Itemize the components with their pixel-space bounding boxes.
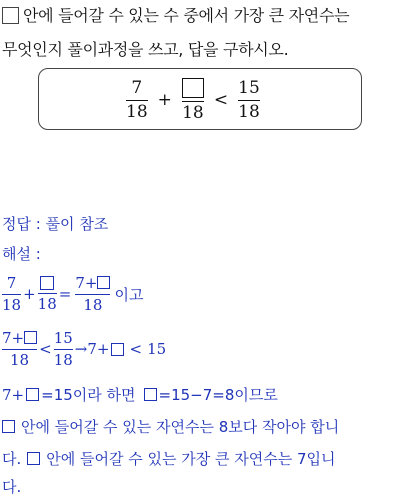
- step-text: =15이라 하면: [41, 386, 136, 404]
- fraction-rhs: [238, 79, 260, 121]
- fraction-denominator: 18: [10, 350, 30, 369]
- arrow-text: →7+: [74, 340, 110, 358]
- fraction-numerator: [2, 330, 37, 347]
- fraction-numerator: 7: [131, 78, 143, 99]
- answer-label: 정답 : 풀이 참조: [2, 215, 109, 233]
- fraction-bar: [54, 349, 73, 350]
- step-text: 다.: [2, 450, 22, 468]
- fraction-box: [182, 78, 204, 123]
- step-value: 15: [147, 340, 167, 358]
- fraction-bar: [2, 349, 37, 350]
- fraction-denominator: 18: [238, 101, 260, 122]
- numerator-text: 7+: [75, 274, 98, 292]
- solution-step-3: [2, 384, 278, 405]
- blank-box-icon: [2, 420, 15, 433]
- plus-sign: +: [157, 90, 172, 111]
- blank-box-icon: [40, 276, 54, 290]
- fraction-bar: [2, 294, 21, 295]
- less-than-sign: <: [39, 340, 52, 358]
- fraction-denominator: 18: [182, 103, 204, 123]
- question-line-1: [2, 3, 349, 26]
- solution-step-6: 다.: [2, 478, 22, 496]
- fraction-denominator: 18: [2, 295, 22, 314]
- step-text: 안에 들어갈 수 있는 자연수는 8보다 작아야 합니: [21, 418, 340, 436]
- inequality: [126, 78, 260, 123]
- blank-box-icon: [111, 343, 124, 356]
- fraction-numerator: [75, 275, 110, 292]
- fraction-lhs: [126, 79, 148, 121]
- fraction-denominator: 18: [83, 295, 103, 314]
- fraction: [75, 275, 110, 313]
- fraction-denominator: 18: [126, 101, 148, 122]
- equals-sign: =: [58, 285, 72, 303]
- fraction-numerator: 7: [6, 274, 17, 292]
- blank-box-icon: [24, 331, 37, 344]
- fraction: [38, 276, 57, 313]
- solution-step-4: [2, 416, 339, 437]
- step-text: =15−7=8이므로: [158, 386, 278, 404]
- fraction-bar: [238, 100, 260, 101]
- blank-box-icon: [144, 388, 157, 401]
- fraction-bar: [38, 293, 57, 294]
- blank-box-icon: [27, 452, 40, 465]
- question-line-2: [2, 37, 288, 60]
- solution-step-2: [2, 330, 166, 368]
- less-than-sign: <: [129, 340, 143, 358]
- fraction-denominator: 18: [53, 350, 73, 369]
- less-than-sign: <: [213, 90, 229, 111]
- solution-step-5: [2, 448, 336, 469]
- fraction-denominator: 18: [37, 294, 57, 313]
- solution-step-1: [2, 275, 143, 313]
- blank-box-icon: [182, 78, 204, 98]
- blank-box-icon: [97, 276, 110, 289]
- step-text: 7+: [2, 385, 25, 404]
- fraction: [54, 330, 73, 368]
- fraction-numerator: 15: [238, 78, 260, 99]
- fraction-numerator: 15: [53, 329, 73, 347]
- question-text-2: 무엇인지 풀이과정을 쓰고, 답을 구하시오.: [2, 40, 289, 59]
- numerator-text: 7+: [2, 329, 25, 347]
- explanation-label: 해설 :: [2, 245, 41, 263]
- blank-box-icon: [2, 7, 19, 24]
- fraction-bar: [182, 101, 204, 102]
- fraction-bar: [75, 294, 110, 295]
- step-suffix: 이고: [114, 285, 144, 304]
- step-text: 안에 들어갈 수 있는 가장 큰 자연수는 7입니: [46, 450, 336, 468]
- fraction: [2, 330, 37, 368]
- blank-box-icon: [26, 388, 39, 401]
- fraction-bar: [126, 100, 148, 101]
- question-text-1: 안에 들어갈 수 있는 수 중에서 가장 큰 자연수는: [23, 6, 350, 25]
- plus-sign: +: [23, 285, 36, 303]
- fraction: [2, 275, 21, 313]
